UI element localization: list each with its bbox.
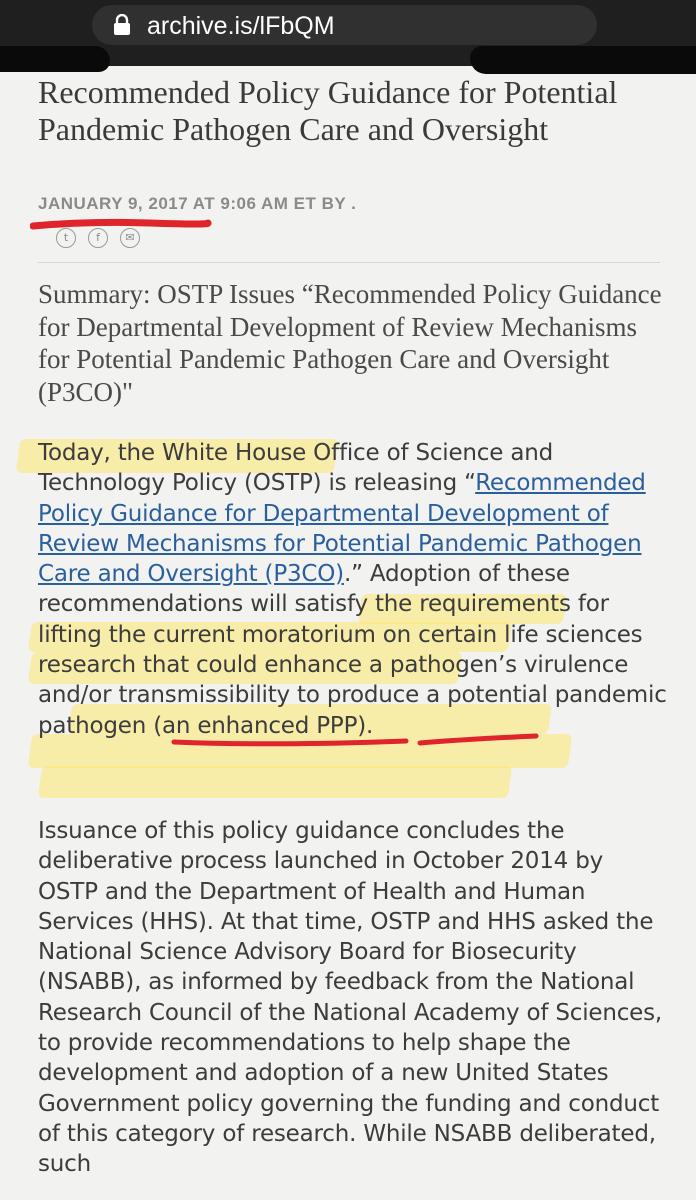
article-title: Recommended Policy Guidance for Potential Pandemic Pathogen Care and Oversight <box>38 74 618 147</box>
divider <box>38 262 660 263</box>
summary-heading: Summary: OSTP Issues “Recommended Policy Guidance for Departmental Development of Review Mechanisms for Potential Pandemic Pathogen Care and Oversight (P3CO)" <box>38 279 662 407</box>
article-meta: JANUARY 9, 2017 AT 9:06 AM ET BY . <box>38 194 357 213</box>
lock-icon <box>113 14 131 36</box>
paragraph-issuance: Issuance of this policy guidance concludes the deliberative process launched in October 2014 by OSTP and the Department of Health and Human Services (HHS). At that time, OSTP and HHS asked the National Science Advisory Board for Biosecurity (NSABB), as informed by feedback from the National Research Council of the National Academy of Sciences, to provide recommendations to help shape the development and adoption of a new United States Government policy governing the funding and conduct of this category of research. While NSABB deliberated, such <box>38 818 663 1178</box>
paragraph-intro: Today, the White House Office of Science and Technology Policy (OSTP) is releasing “Recommended Policy Guidance for Departmental Development of Review Mechanisms for Potential Pandemic Pathogen Care and Oversight (P3CO).” Adoption of these recommendations will satisfy the requirements for lifting the current moratorium on certain life sciences research that could enhance a pathogen’s virulence and/or transmissibility to produce a potential pandemic pathogen (an enhanced PPP). <box>38 440 667 739</box>
article <box>0 66 696 1200</box>
email-icon[interactable]: ✉ <box>120 228 140 248</box>
highlight-mark <box>38 766 512 798</box>
browser-url-bar <box>0 0 696 66</box>
twitter-icon[interactable]: t <box>56 228 76 248</box>
red-annotation-underline <box>170 732 540 752</box>
p3co-guidance-link[interactable]: Recommended Policy Guidance for Departmental Development of Review Mechanisms for Potential Pandemic Pathogen Care and Oversight (P3CO) <box>38 470 646 588</box>
facebook-icon[interactable]: f <box>88 228 108 248</box>
url-text[interactable]: archive.is/lFbQM <box>147 12 335 40</box>
